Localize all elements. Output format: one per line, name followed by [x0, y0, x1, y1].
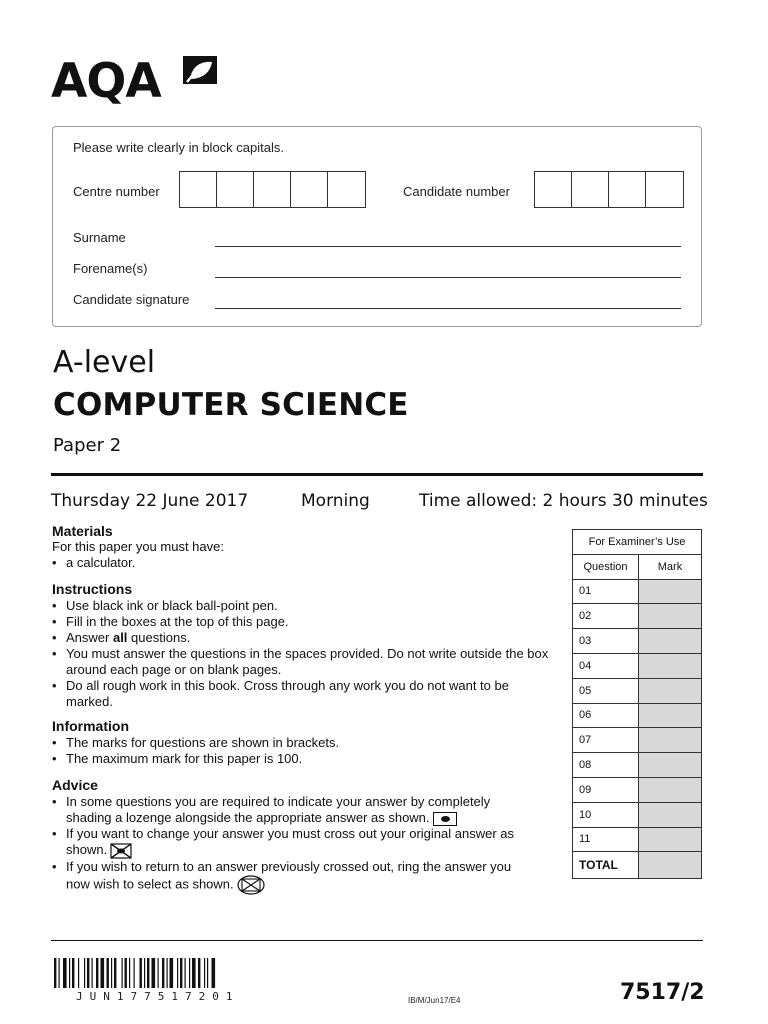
mark-cell [639, 827, 702, 852]
barcode-bar [122, 958, 123, 988]
question-number: 02 [573, 604, 639, 629]
question-number: 03 [573, 629, 639, 654]
mark-cell [639, 703, 702, 728]
barcode-bar [96, 958, 98, 988]
examiners-use-table [572, 529, 702, 879]
barcode-bar [177, 958, 178, 988]
total-row [573, 852, 702, 879]
materials-intro: For this paper you must have: [52, 539, 224, 554]
footer-divider [51, 940, 703, 941]
question-number: 08 [573, 753, 639, 778]
surname-label: Surname [73, 230, 126, 245]
signature-label: Candidate signature [73, 292, 190, 307]
question-number: 01 [573, 579, 639, 604]
crossed-lozenge-icon [110, 843, 132, 859]
barcode-bar [78, 958, 79, 988]
barcode-bar [212, 958, 216, 988]
answer-all-tail: questions. [127, 630, 191, 645]
mark-cell [639, 653, 702, 678]
answer-all-bold: all [112, 630, 128, 645]
title-divider [51, 473, 703, 476]
barcode-bar [144, 958, 145, 988]
list-item: • Use black ink or black ball-point pen. [52, 598, 552, 614]
centre-number-boxes[interactable] [179, 171, 366, 208]
advice-list [52, 794, 532, 895]
table-row [573, 604, 702, 629]
barcode-bar [72, 958, 74, 988]
table-row [573, 753, 702, 778]
question-number: 09 [573, 777, 639, 802]
barcode-bar [114, 958, 116, 988]
barcode-bar [198, 958, 200, 988]
information-list [52, 735, 552, 767]
table-row [573, 653, 702, 678]
barcode-bar [152, 958, 156, 988]
question-column-header: Question [573, 554, 639, 579]
mark-cell [639, 777, 702, 802]
barcode-bar [170, 958, 174, 988]
list-item [52, 630, 552, 646]
barcode-bar [207, 958, 208, 988]
shaded-lozenge-icon [433, 812, 457, 826]
list-item [52, 859, 532, 895]
barcode-bar [107, 958, 109, 988]
digit-box[interactable] [328, 172, 365, 207]
list-item: • You must answer the questions in the spaces provided. Do not write outside the box around each page or on blank pages. [52, 646, 552, 678]
digit-box[interactable] [646, 172, 683, 207]
barcode-bar [167, 958, 168, 988]
list-item: • The maximum mark for this paper is 100. [52, 751, 552, 767]
question-number: 07 [573, 728, 639, 753]
question-number: 06 [573, 703, 639, 728]
ringed-lozenge-icon [237, 875, 265, 895]
time-allowed: Time allowed: 2 hours 30 minutes [419, 491, 708, 511]
mark-cell [639, 753, 702, 778]
barcode-bar [125, 958, 127, 988]
answer-all-text: Answer [66, 630, 113, 645]
digit-box[interactable] [254, 172, 291, 207]
barcode-bar [180, 958, 182, 988]
barcode-bar [101, 958, 105, 988]
mark-cell [639, 629, 702, 654]
barcode-bar [129, 958, 130, 988]
barcode-bar [192, 958, 196, 988]
aqa-logo [51, 56, 221, 112]
barcode-bar [134, 958, 135, 988]
digit-box[interactable] [609, 172, 646, 207]
barcode-bar [189, 958, 190, 988]
information-heading: Information [52, 718, 129, 734]
total-label: TOTAL [573, 852, 639, 879]
table-row [573, 703, 702, 728]
subject-title: COMPUTER SCIENCE [53, 387, 409, 423]
digit-box[interactable] [291, 172, 328, 207]
question-number: 10 [573, 802, 639, 827]
advice-heading: Advice [52, 777, 98, 793]
digit-box[interactable] [180, 172, 217, 207]
examiners-use-title: For Examiner’s Use [573, 530, 702, 555]
candidate-number-label: Candidate number [403, 184, 510, 199]
leaf-icon [179, 54, 219, 86]
list-item: • a calculator. [52, 555, 552, 571]
table-row [573, 802, 702, 827]
barcode-bar [147, 958, 149, 988]
list-item: • Do all rough work in this book. Cross through any work you do not want to be marked. [52, 678, 552, 710]
table-row [573, 728, 702, 753]
mark-cell [639, 678, 702, 703]
mark-cell [639, 728, 702, 753]
barcode-bar [69, 958, 70, 988]
mark-column-header: Mark [639, 554, 702, 579]
question-number: 11 [573, 827, 639, 852]
forenames-label: Forename(s) [73, 261, 148, 276]
crossout-advice-text: If you want to change your answer you must cross out your original answer as shown. [66, 826, 514, 857]
exam-session: Morning [301, 491, 370, 511]
list-item: • The marks for questions are shown in brackets. [52, 735, 552, 751]
digit-box[interactable] [535, 172, 572, 207]
mark-cell [639, 579, 702, 604]
surname-line[interactable] [215, 246, 681, 247]
barcode-bar [59, 958, 60, 988]
ring-advice-text: If you wish to return to an answer previously crossed out, ring the answer you now wish to select as shown. [66, 858, 512, 891]
barcode-bar [111, 958, 112, 988]
barcode-number: JUN177517201 [76, 990, 240, 1003]
barcode-bar [63, 958, 67, 988]
list-item [52, 794, 532, 826]
forenames-line[interactable] [215, 277, 681, 278]
table-row [573, 629, 702, 654]
question-number: 04 [573, 653, 639, 678]
instructions-heading: Instructions [52, 581, 133, 597]
barcode-bar [158, 958, 159, 988]
barcode-bar [54, 958, 56, 988]
signature-line[interactable] [215, 308, 681, 309]
materials-heading: Materials [52, 523, 113, 539]
exam-date: Thursday 22 June 2017 [51, 491, 249, 511]
table-row [573, 579, 702, 604]
barcode-bar [185, 958, 186, 988]
lozenge-advice-text: In some questions you are required to indicate your answer by completely shading a lozenge alongside the appropriate answer as shown. [66, 794, 491, 825]
table-row [573, 678, 702, 703]
table-row [573, 777, 702, 802]
list-item: • Fill in the boxes at the top of this page. [52, 614, 552, 630]
total-mark-cell [639, 852, 702, 879]
mark-cell [639, 604, 702, 629]
qualification-level: A-level [53, 345, 156, 380]
barcode-bar [140, 958, 142, 988]
paper-code: 7517/2 [620, 980, 705, 1005]
paper-number: Paper 2 [53, 435, 122, 456]
materials-list [52, 555, 552, 571]
digit-box[interactable] [572, 172, 609, 207]
candidate-number-boxes[interactable] [534, 171, 684, 208]
barcode-bar [87, 958, 89, 988]
digit-box[interactable] [217, 172, 254, 207]
instructions-list [52, 598, 552, 710]
block-capitals-instruction: Please write clearly in block capitals. [73, 140, 284, 155]
barcode-bar [204, 958, 205, 988]
candidate-details-box [52, 126, 702, 327]
centre-number-label: Centre number [73, 184, 160, 199]
barcode-bar [84, 958, 85, 988]
list-item [52, 826, 532, 859]
paper-reference: IB/M/Jun17/E4 [408, 996, 461, 1005]
barcode-bar [92, 958, 93, 988]
table-row [573, 827, 702, 852]
question-number: 05 [573, 678, 639, 703]
mark-cell [639, 802, 702, 827]
logo-text: AQA [51, 54, 161, 109]
barcode-icon [54, 958, 300, 988]
barcode-bar [162, 958, 164, 988]
